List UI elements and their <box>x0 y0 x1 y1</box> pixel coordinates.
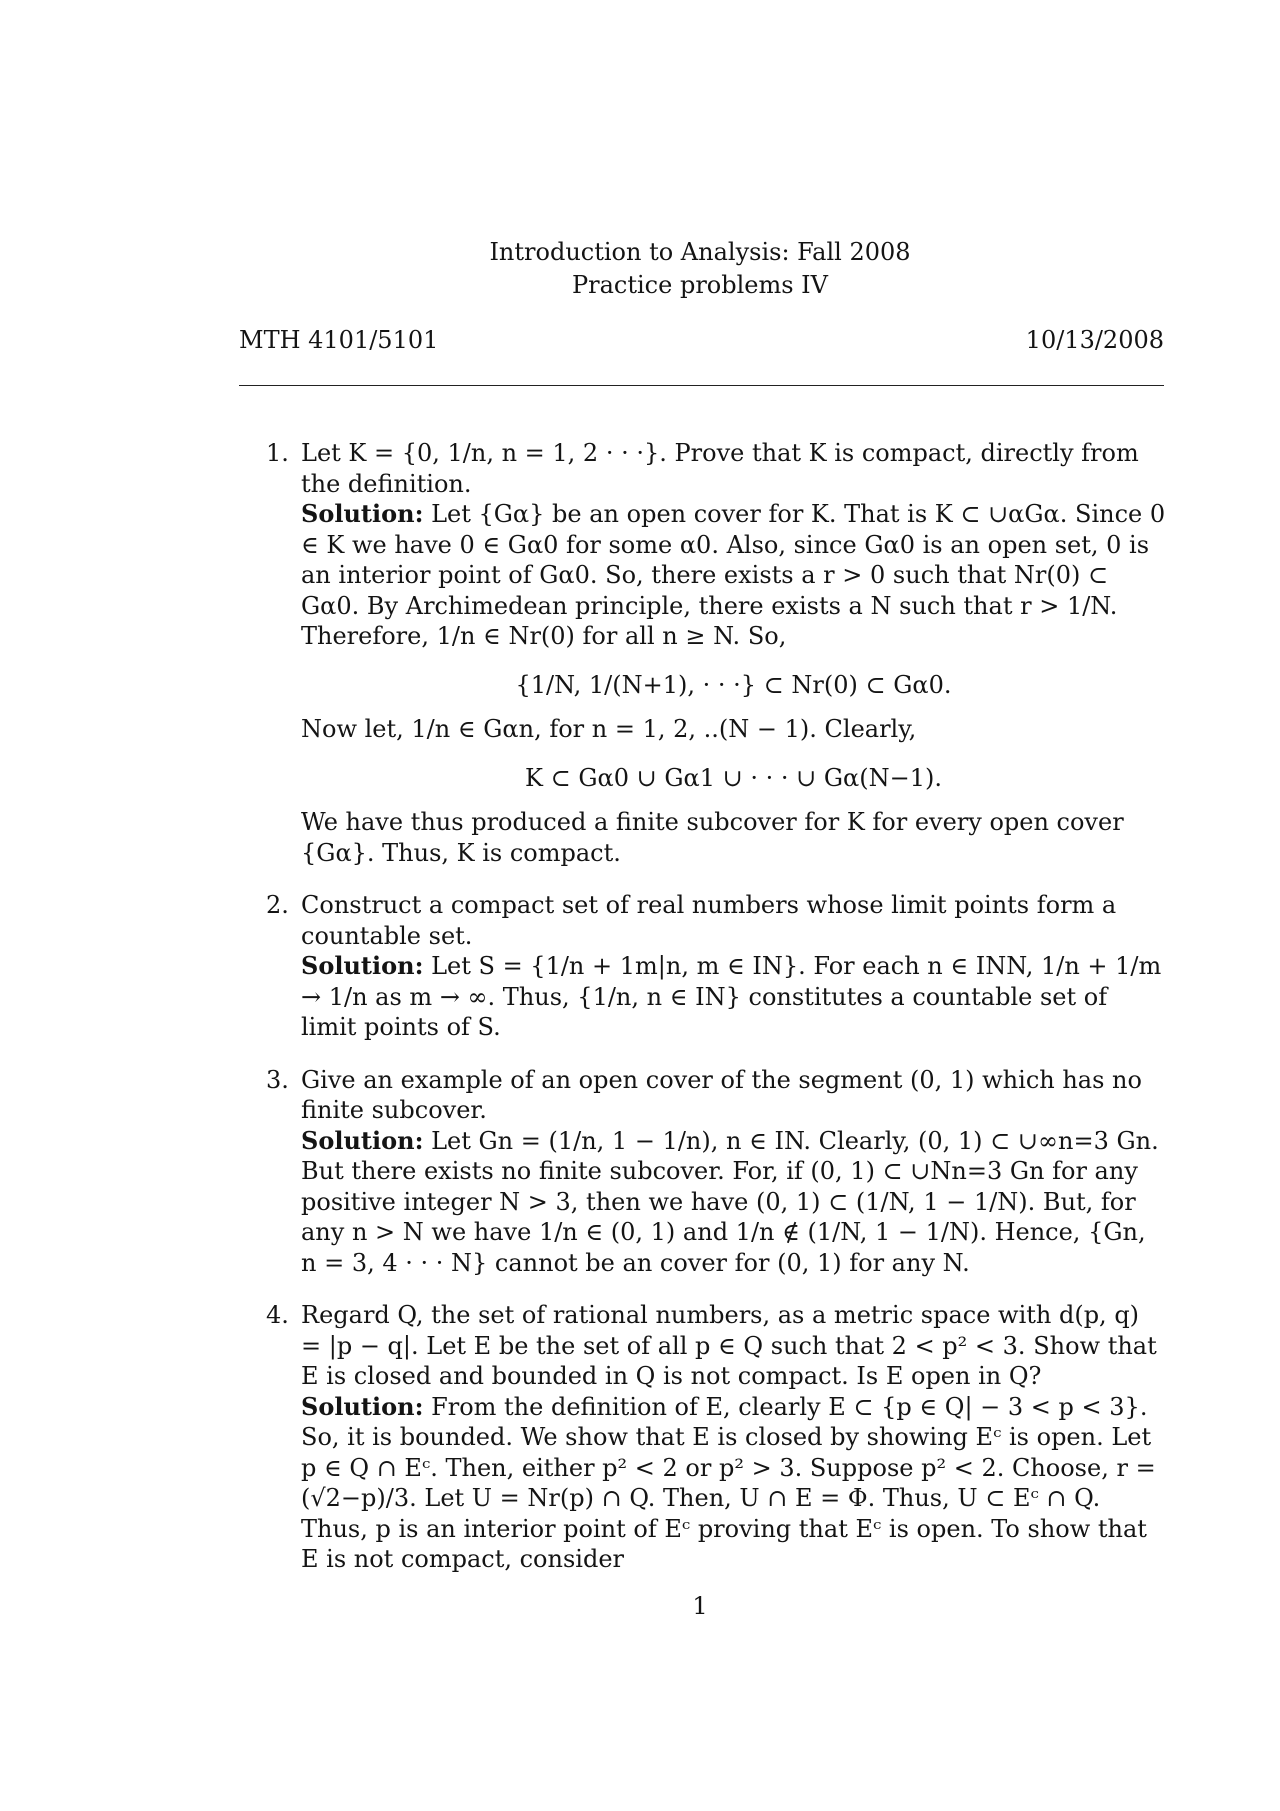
problem-number: 3. <box>266 1065 289 1094</box>
problem-solution <box>301 1392 1166 1575</box>
problem-statement: Construct a compact set of real numbers whose limit points form a countable set. <box>301 891 1117 950</box>
title-line-1: Introduction to Analysis: Fall 2008 <box>489 238 911 266</box>
page-number: 1 <box>692 1592 708 1620</box>
problem-statement: Give an example of an open cover of the segment (0, 1) which has no finite subcover. <box>301 1065 1142 1124</box>
problem-3 <box>266 1065 1166 1279</box>
solution-text-3: We have thus produced a finite subcover for K for every open cover {Gα}. Thus, K is compact. <box>301 808 1124 867</box>
problem-solution <box>301 499 1166 652</box>
problem-number: 1. <box>266 439 289 467</box>
course-code: MTH 4101/5101 <box>239 326 439 354</box>
solution-text: Let Gn = (1/n, 1 − 1/n), n ∈ IN. Clearly, (0, 1) ⊂ ∪∞n=3 Gn. But there exists no finite subcover. For, if (0, 1) ⊂ ∪Nn=3 Gn for any positive integer N > 3, then we have (0, 1) ⊂ (1/N, 1 − 1/N). But, for any n > N we have 1/n ∈ (0, 1) and 1/n ∉ (1/N, 1 − 1/N). Hence, {Gn, n = 3, 4 · · · N} cannot be an cover for (0, 1) for any N. <box>301 1126 1159 1277</box>
solution-text: From the definition of E, clearly E ⊂ {p ∈ Q| − 3 < p < 3}. So, it is bounded. We show that E is closed by showing Eᶜ is open. Let p ∈ Q ∩ Eᶜ. Then, either p² < 2 or p² > 3. Suppose p² < 2. Choose, r = (√2−p)/3. Let U = Nr(p) ∩ Q. Then, U ∩ E = Φ. Thus, U ⊂ Eᶜ ∩ Q. Thus, p is an interior point of Eᶜ proving that Eᶜ is open. To show that E is not compact, consider <box>301 1392 1156 1573</box>
problem-statement: Let K = {0, 1/n, n = 1, 2 · · ·}. Prove that K is compact, directly from the definition. <box>301 439 1139 498</box>
problem-2 <box>266 890 1166 1043</box>
problem-4 <box>266 1300 1166 1575</box>
solution-text-2: Now let, 1/n ∈ Gαn, for n = 1, 2, ..(N − 1). Clearly, <box>301 715 917 743</box>
title-line-2: Practice problems IV <box>571 271 828 299</box>
problem-statement: Regard Q, the set of rational numbers, as a metric space with d(p, q) = |p − q|. Let E be the set of all p ∈ Q such that 2 < p² < 3. Show that E is closed and bounded in Q is not compact. Is E open in Q? <box>301 1301 1157 1390</box>
solution-label: Solution: <box>301 1125 424 1155</box>
problem-number: 2. <box>266 891 289 919</box>
problem-solution <box>301 1126 1166 1279</box>
display-equation-1: {1/N, 1/(N+1), · · ·} ⊂ Nr(0) ⊂ Gα0. <box>515 670 952 699</box>
document-title <box>0 236 1280 302</box>
problem-solution <box>301 951 1166 1043</box>
display-equation-2: K ⊂ Gα0 ∪ Gα1 ∪ · · · ∪ Gα(N−1). <box>525 763 942 792</box>
problem-list <box>266 438 1166 1597</box>
solution-label: Solution: <box>301 499 424 528</box>
solution-label: Solution: <box>301 1391 424 1421</box>
problem-1 <box>266 438 1166 868</box>
solution-label: Solution: <box>301 951 424 980</box>
solution-text: Let S = {1/n + 1m|n, m ∈ IN}. For each n ∈ INN, 1/n + 1/m → 1/n as m → ∞. Thus, {1/n, n ∈ IN} constitutes a countable set of limit points of S. <box>301 952 1162 1041</box>
header-divider <box>239 385 1164 386</box>
document-date: 10/13/2008 <box>1025 326 1164 354</box>
solution-text: Let {Gα} be an open cover for K. That is K ⊂ ∪αGα. Since 0 ∈ K we have 0 ∈ Gα0 for some α0. Also, since Gα0 is an open set, 0 is an interior point of Gα0. So, there exists a r > 0 such that Nr(0) ⊂ Gα0. By Archimedean principle, there exists a N such that r > 1/N. Therefore, 1/n ∈ Nr(0) for all n ≥ N. So, <box>301 500 1166 650</box>
problem-number: 4. <box>266 1301 289 1329</box>
